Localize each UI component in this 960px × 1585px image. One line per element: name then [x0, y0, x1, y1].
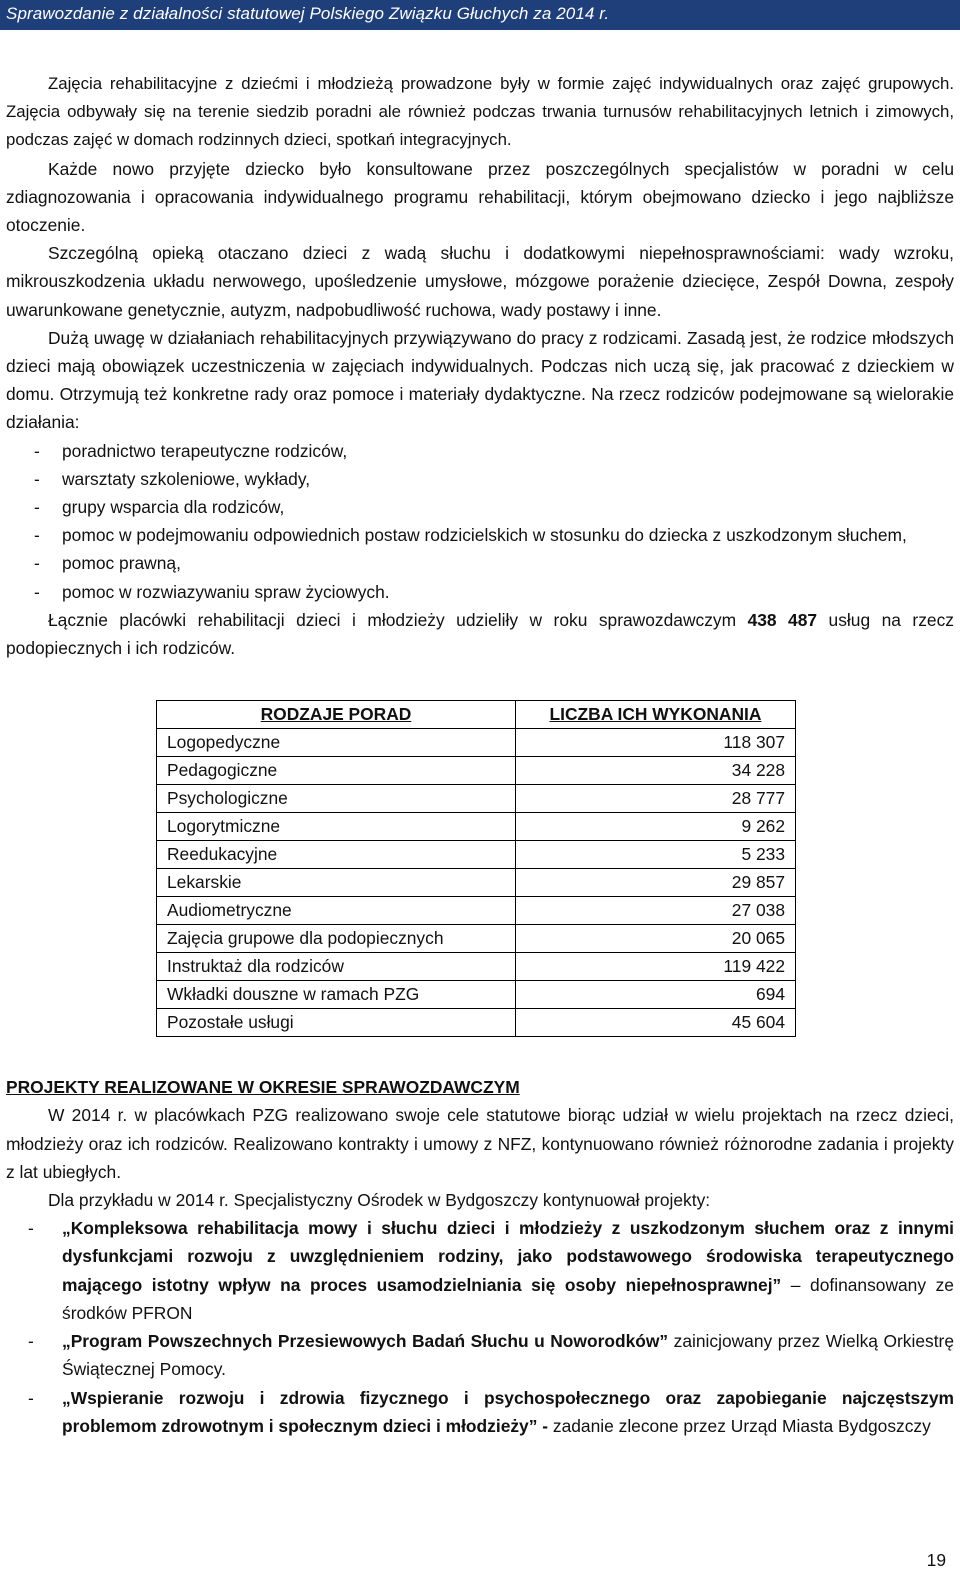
- total-services-count: 438 487: [747, 609, 818, 630]
- table-row: Pozostałe usługi 45 604: [157, 1009, 796, 1037]
- table-row: Wkładki douszne w ramach PZG 694: [157, 981, 796, 1009]
- parent-activities-list: [6, 437, 954, 606]
- paragraph-consultation: Każde nowo przyjęte dziecko było konsultowane przez poszczególnych specjalistów w poradni w celu zdiagnozowania i opracowania indywidualnego programu rehabilitacji, którym obejmowano dziecko i jego najbliższe otoczenie.: [6, 158, 954, 236]
- page-header: [0, 0, 960, 30]
- list-item: - „Wspieranie rozwoju i zdrowia fizycznego i psychospołecznego oraz zapobieganie najczęstszym problemom zdrowotnym i społecznym dzieci i młodzieży” - zadanie zlecone przez Urząd Miasta Bydgoszczy: [28, 1387, 954, 1436]
- list-item: - warsztaty szkoleniowe, wykłady,: [34, 468, 311, 489]
- table-row: Pedagogiczne 34 228: [157, 757, 796, 785]
- paragraph-parents: Dużą uwagę w działaniach rehabilitacyjnych przywiązywano do pracy z rodzicami. Zasadą jest, że rodzice młodszych dzieci mają obowiązek uczestniczenia w zajęciach indywidualnych. Podczas nich uczą się, jak pracować z dzieckiem w domu. Otrzymują też konkretne rady oraz pomoce i materiały dydaktyczne. Na rzecz rodziców podejmowane są wielorakie działania:: [6, 327, 954, 433]
- page-number: 19: [926, 1550, 946, 1570]
- table-row: Instruktaż dla rodziców 119 422: [157, 953, 796, 981]
- paragraph-total-services: Łącznie placówki rehabilitacji dzieci i młodzieży udzieliły w roku sprawozdawczym 438 487 usług na rzecz podopiecznych i ich rodziców.: [6, 609, 954, 659]
- list-item: - poradnictwo terapeutyczne rodziców,: [34, 440, 348, 461]
- table-row: Reedukacyjne 5 233: [157, 841, 796, 869]
- paragraph-special-care: Szczególną opieką otaczano dzieci z wadą słuchu i dodatkowymi niepełnosprawnościami: wady wzroku, mikrouszkodzenia układu nerwowego, upośledzenie umysłowe, mózgowe porażenie dziecięce, Zespół Downa, zespoły uwarunkowane genetycznie, autyzm, nadpobudliwość ruchowa, wady postawy i inne.: [6, 243, 954, 320]
- table-header-row: [157, 701, 796, 729]
- section-title-projects: PROJEKTY REALIZOWANE W OKRESIE SPRAWOZDAWCZYM: [6, 1077, 520, 1098]
- document-body: [6, 70, 954, 1440]
- list-item: - pomoc w rozwiazywaniu spraw życiowych.: [34, 581, 390, 602]
- table-row: Psychologiczne 28 777: [157, 785, 796, 813]
- table-row: Zajęcia grupowe dla podopiecznych 20 065: [157, 925, 796, 953]
- list-item: - pomoc prawną,: [34, 553, 181, 574]
- paragraph-rehab-classes: Zajęcia rehabilitacyjne z dziećmi i młodzieżą prowadzone były w formie zajęć indywidualnych oraz zajęć grupowych. Zajęcia odbywały się na terenie siedzib poradni ale również podczas trwania turnusów rehabilitacyjnych letnich i zimowych, podczas zajęć w domach rodzinnych dzieci, spotkań integracyjnych.: [6, 74, 954, 150]
- header-title: Sprawozdanie z działalności statutowej Polskiego Związku Głuchych za 2014 r.: [6, 4, 610, 23]
- paragraph-bydgoszcz: Dla przykładu w 2014 r. Specjalistyczny Ośrodek w Bydgoszczy kontynuował projekty:: [48, 1190, 711, 1211]
- column-header-type: RODZAJE PORAD: [157, 701, 516, 729]
- table-row: Logopedyczne 118 307: [157, 729, 796, 757]
- projects-list: [6, 1214, 954, 1440]
- column-header-count: LICZBA ICH WYKONANIA: [516, 701, 796, 729]
- table-row: Lekarskie 29 857: [157, 869, 796, 897]
- services-table: [156, 700, 796, 1037]
- list-item: - grupy wsparcia dla rodziców,: [34, 497, 285, 518]
- list-item: - „Kompleksowa rehabilitacja mowy i słuchu dzieci i młodzieży z uszkodzonym słuchem oraz z innymi dysfunkcjami rozwoju z uwzględnieniem rodziny, jako podstawowego środowiska terapeutycznego mającego istotny wpływ na proces usamodzielniania się osoby niepełnosprawnej” – dofinansowany ze środków PFRON: [28, 1218, 954, 1323]
- paragraph-projects-intro: W 2014 r. w placówkach PZG realizowano swoje cele statutowe biorąc udział w wielu projektach na rzecz dzieci, młodzieży oraz ich rodziców. Realizowano kontrakty i umowy z NFZ, kontynuowano również różnorodne zadania i projekty z lat ubiegłych.: [6, 1105, 954, 1182]
- list-item: - „Program Powszechnych Przesiewowych Badań Słuchu u Noworodków” zainicjowany przez Wielką Orkiestrę Świątecznej Pomocy.: [28, 1331, 954, 1380]
- list-item: - pomoc w podejmowaniu odpowiednich postaw rodzicielskich w stosunku do dziecka z uszkodzonym słuchem,: [34, 525, 907, 546]
- table-row: Audiometryczne 27 038: [157, 897, 796, 925]
- table-row: Logorytmiczne 9 262: [157, 813, 796, 841]
